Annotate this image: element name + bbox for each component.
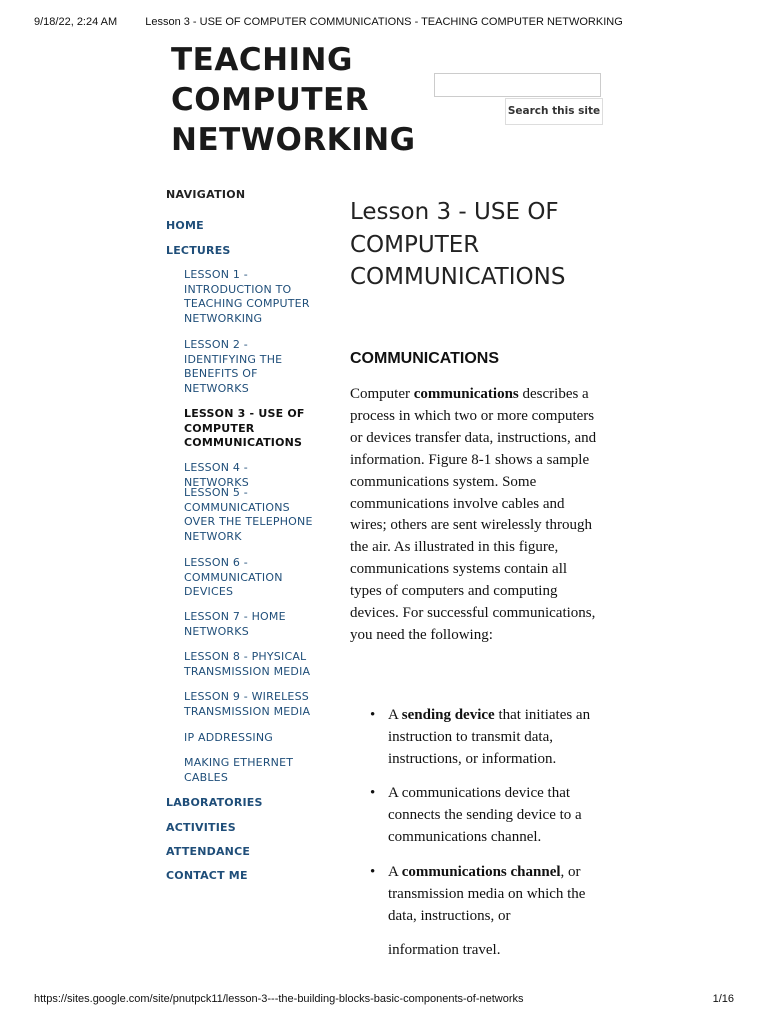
search-button[interactable]: Search this site: [505, 98, 603, 125]
nav-item-line: BENEFITS OF: [184, 367, 258, 381]
search-input[interactable]: [434, 73, 601, 97]
paragraph-text: Computer: [350, 386, 414, 402]
nav-item-ip-addressing[interactable]: [184, 731, 314, 746]
navigation-heading: NAVIGATION: [166, 188, 246, 201]
nav-item-line: TRANSMISSION MEDIA: [184, 704, 311, 718]
nav-item-lesson-5[interactable]: [184, 486, 314, 544]
nav-item-line: LESSON 4 - NETWORKS: [184, 461, 249, 489]
section-heading: COMMUNICATIONS: [350, 350, 500, 367]
nav-item-line: MAKING ETHERNET: [184, 756, 294, 769]
nav-item-line: LESSON 6 -: [184, 556, 248, 569]
nav-item-line: IDENTIFYING THE: [184, 352, 283, 366]
nav-item-line: NETWORKING: [184, 311, 263, 325]
page-title-line: Lesson 3 - USE OF: [350, 199, 559, 225]
nav-item-line: OVER THE TELEPHONE: [184, 515, 313, 529]
page-title: [350, 196, 610, 294]
nav-item-line: TRANSMISSION MEDIA: [184, 664, 311, 678]
page-title-line: COMPUTER: [350, 231, 480, 258]
list-item-bold-term: sending device: [401, 707, 495, 723]
nav-item-line: CABLES: [184, 770, 229, 784]
print-url: https://sites.google.com/site/pnutpck11/lesson-3---the-building-blocks-basic-components-of-networks: [34, 993, 524, 1005]
nav-item-lesson-3-current[interactable]: [184, 407, 314, 451]
list-item-rest: that initiates an instruction to transmit data, instructions, or information.: [388, 707, 591, 767]
list-item-lead: A: [388, 707, 402, 723]
nav-item-line: NETWORK: [184, 529, 242, 543]
nav-item-line: DEVICES: [184, 585, 234, 599]
print-header: [34, 16, 734, 32]
nav-item-activities[interactable]: ACTIVITIES: [166, 821, 236, 834]
paragraph-text: describes a process in which two or more computers or devices transfer data, instructions, and information. Figure 8-1 shows a sample communications system. Some communications involve cables and wires; others are sent wirelessly through the air. As illustrated in this figure, communications systems contain all types of computers and computing devices. For successful communications, you need the following:: [350, 386, 597, 643]
nav-item-lectures[interactable]: LECTURES: [166, 244, 231, 257]
print-footer: [34, 993, 734, 1009]
nav-item-lesson-9[interactable]: [184, 690, 314, 719]
nav-item-line: COMMUNICATIONS: [184, 500, 290, 514]
nav-item-line: LESSON 3 - USE OF: [184, 407, 305, 420]
nav-item-lesson-2[interactable]: [184, 338, 314, 396]
nav-item-line: COMMUNICATION: [184, 570, 283, 584]
nav-item-making-ethernet-cables[interactable]: [184, 756, 314, 785]
nav-item-line: NETWORKS: [184, 624, 249, 638]
nav-item-line: LESSON 1 -: [184, 268, 248, 281]
nav-item-lesson-8[interactable]: [184, 650, 314, 679]
list-item-rest: A communications device that connects the sending device to a communications channel.: [388, 785, 582, 845]
list-item-text: [388, 783, 600, 849]
print-datetime: 9/18/22, 2:24 AM: [34, 16, 118, 28]
nav-item-laboratories[interactable]: LABORATORIES: [166, 796, 263, 809]
nav-item-contact[interactable]: CONTACT ME: [166, 869, 248, 882]
nav-item-home[interactable]: HOME: [166, 219, 204, 232]
list-item-rest: , or transmission media on which the data, instructions, or: [388, 864, 586, 924]
site-title-line: TEACHING: [171, 42, 353, 78]
site-title-line: NETWORKING: [171, 122, 416, 158]
print-page-indicator: 1/16: [712, 993, 734, 1005]
nav-item-lesson-1[interactable]: [184, 268, 314, 326]
site-title-line: COMPUTER: [171, 82, 370, 118]
nav-item-line: LESSON 7 - HOME: [184, 610, 286, 623]
list-item-continuation: information travel.: [388, 942, 501, 958]
list-item-text: [388, 862, 600, 928]
nav-item-line: IP ADDRESSING: [184, 731, 273, 744]
nav-item-line: TEACHING COMPUTER: [184, 297, 310, 311]
nav-item-attendance[interactable]: ATTENDANCE: [166, 845, 251, 858]
nav-item-line: LESSON 2 -: [184, 338, 248, 351]
list-item-text: [388, 705, 600, 771]
paragraph-bold-term: communications: [413, 386, 519, 402]
nav-item-line: INTRODUCTION TO: [184, 282, 292, 296]
site-title[interactable]: [171, 40, 421, 160]
nav-item-lesson-6[interactable]: [184, 556, 314, 600]
bullet-icon: •: [370, 785, 376, 801]
page-title-line: COMMUNICATIONS: [350, 264, 566, 290]
nav-item-line: NETWORKS: [184, 381, 249, 395]
print-document-title: Lesson 3 - USE OF COMPUTER COMMUNICATIONS - TEACHING COMPUTER NETWORKING: [145, 16, 623, 28]
bullet-icon: •: [370, 864, 376, 880]
intro-paragraph: [350, 384, 600, 647]
nav-item-line: LESSON 5 -: [184, 486, 248, 499]
list-item-bold-term: communications channel: [401, 864, 561, 880]
list-item-lead: A: [388, 864, 402, 880]
bullet-icon: •: [370, 707, 376, 723]
nav-item-line: COMMUNICATIONS: [184, 436, 303, 450]
nav-item-line: COMPUTER: [184, 421, 255, 435]
nav-item-line: LESSON 9 - WIRELESS: [184, 690, 309, 703]
nav-item-lesson-7[interactable]: [184, 610, 314, 639]
nav-item-line: LESSON 8 - PHYSICAL: [184, 650, 307, 663]
